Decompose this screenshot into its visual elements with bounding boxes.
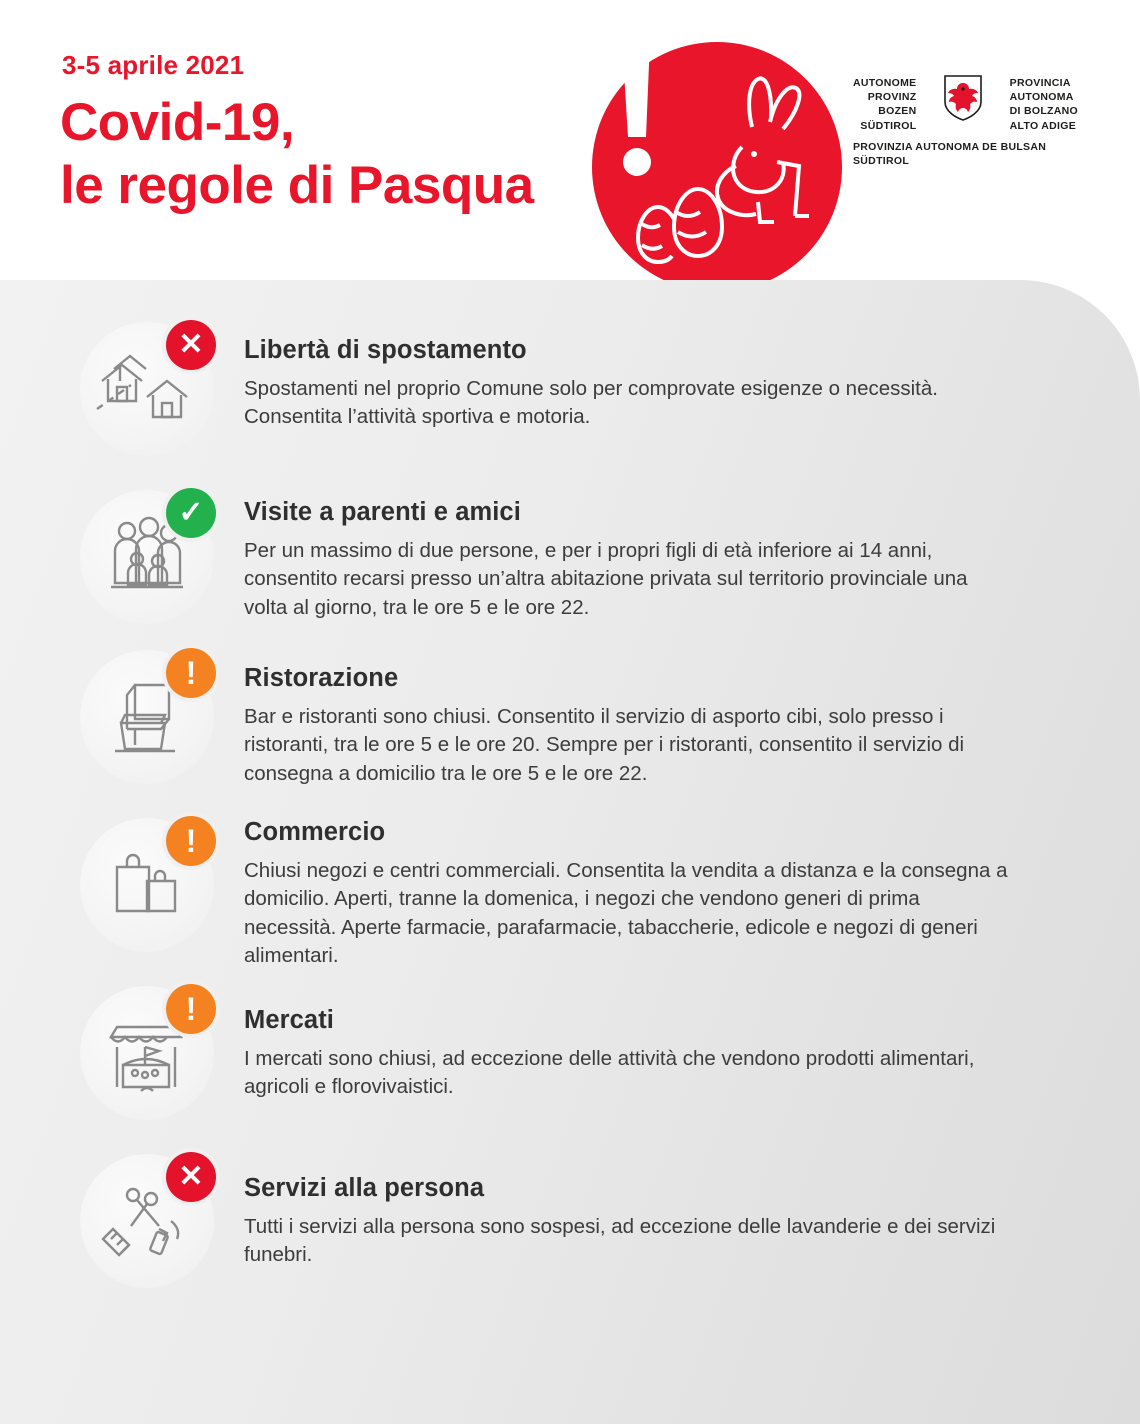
rule-text	[222, 810, 1012, 970]
status-badge-forbidden	[166, 1152, 216, 1202]
logo-text-italian	[1010, 74, 1078, 133]
rule-description: Chiusi negozi e centri commerciali. Consentita la vendita a distanza e la consegna a domicilio. Aperti, tranne la domenica, i negozi che vendono generi di prima necessità. Aperte farmacie, parafarmacie, tabaccherie, edicole e negozi di generi alimentari.	[244, 859, 1008, 967]
rule-text	[222, 642, 1012, 788]
rule-icon-wrap	[72, 482, 222, 632]
logo-line-it-1: PROVINCIA	[1009, 77, 1071, 89]
logo-line-it-4: ALTO ADIGE	[1009, 119, 1077, 132]
rule-title: Commercio	[244, 818, 386, 846]
rule-icon-wrap	[72, 1146, 222, 1296]
logo-line-de-2: PROVINZ	[867, 91, 917, 104]
rule-item-servizi-alla-persona	[0, 1146, 1140, 1296]
rule-item-visite-a-parenti-e-amici	[0, 482, 1140, 632]
province-logo	[853, 74, 1078, 168]
status-badge-allowed	[166, 488, 216, 538]
logo-line-de-4: SÜDTIROL	[860, 119, 917, 132]
rule-text	[222, 1146, 1012, 1270]
rule-title: Servizi alla persona	[244, 1174, 485, 1203]
rule-text	[222, 978, 1012, 1102]
status-badge-glyph: ✕	[178, 1160, 204, 1194]
logo-line-lld-2: SÜDTIROL	[853, 154, 910, 167]
status-badge-restricted	[166, 648, 216, 698]
rule-description: Per un massimo di due persone, e per i propri figli di età inferiore ai 14 anni, consentito recarsi presso un’altra abitazione privata sul territorio provinciale una volta al giorno, tra le ore 5 e le ore 22.	[244, 539, 968, 619]
rule-item-mercati	[0, 978, 1140, 1128]
logo-line-it-2: AUTONOMA	[1009, 91, 1074, 104]
rule-text	[222, 314, 1012, 432]
rules-panel	[0, 280, 1140, 1424]
rule-description: Bar e ristoranti sono chiusi. Consentito il servizio di asporto cibi, solo presso i ristoranti, tra le ore 5 e le ore 20. Sempre per i ristoranti, consentito il servizio di consegna a domicilio tra le ore 5 e le ore 22.	[244, 705, 965, 785]
status-badge-forbidden	[166, 320, 216, 370]
rule-item-liberta-di-spostamento	[0, 314, 1140, 464]
status-badge-restricted	[166, 816, 216, 866]
rule-item-commercio	[0, 810, 1140, 970]
south-tyrol-eagle-coat-of-arms-icon	[943, 74, 983, 122]
easter-emblem	[592, 42, 842, 292]
logo-text-ladin	[853, 140, 1078, 168]
rule-item-ristorazione	[0, 642, 1140, 792]
logo-line-lld-1: PROVINZIA AUTONOMA DE BULSAN	[853, 140, 1047, 153]
rule-icon-wrap	[72, 314, 222, 464]
rule-icon-wrap	[72, 978, 222, 1128]
status-badge-glyph: !	[185, 655, 197, 691]
rule-description: Tutti i servizi alla persona sono sospesi, ad eccezione delle lavanderie e dei servizi funebri.	[244, 1215, 996, 1267]
status-badge-glyph: !	[185, 991, 197, 1028]
logo-text-german	[853, 74, 916, 133]
rule-icon-wrap	[72, 810, 222, 960]
rule-title: Ristorazione	[244, 664, 399, 692]
page-title-line-1: Covid-19,	[60, 93, 295, 152]
rule-title: Mercati	[244, 1006, 334, 1035]
status-badge-glyph: ✕	[178, 328, 204, 361]
rule-title: Libertà di spostamento	[244, 336, 527, 364]
status-badge-glyph: ✓	[178, 496, 204, 529]
date-label: 3-5 aprile 2021	[62, 50, 245, 80]
rule-description: I mercati sono chiusi, ad eccezione delle attività che vendono prodotti alimentari, agricoli e florovivaistici.	[244, 1047, 975, 1099]
status-badge-restricted	[166, 984, 216, 1034]
status-badge-glyph: !	[185, 823, 197, 859]
rules-list	[0, 280, 1140, 1296]
rule-icon-wrap	[72, 642, 222, 792]
logo-line-de-3: BOZEN	[878, 105, 917, 118]
rule-title: Visite a parenti e amici	[244, 498, 521, 526]
logo-line-de-1: AUTONOME	[853, 77, 917, 89]
page-header	[0, 0, 1140, 280]
page-title	[60, 92, 534, 217]
logo-line-it-3: DI BOLZANO	[1009, 105, 1078, 118]
exclamation-bunny-easter-eggs-icon	[592, 42, 842, 292]
rule-description: Spostamenti nel proprio Comune solo per comprovate esigenze o necessità. Consentita l’attività sportiva e motoria.	[244, 377, 938, 429]
page-title-line-2: le regole di Pasqua	[60, 155, 534, 215]
rule-text	[222, 482, 1012, 622]
